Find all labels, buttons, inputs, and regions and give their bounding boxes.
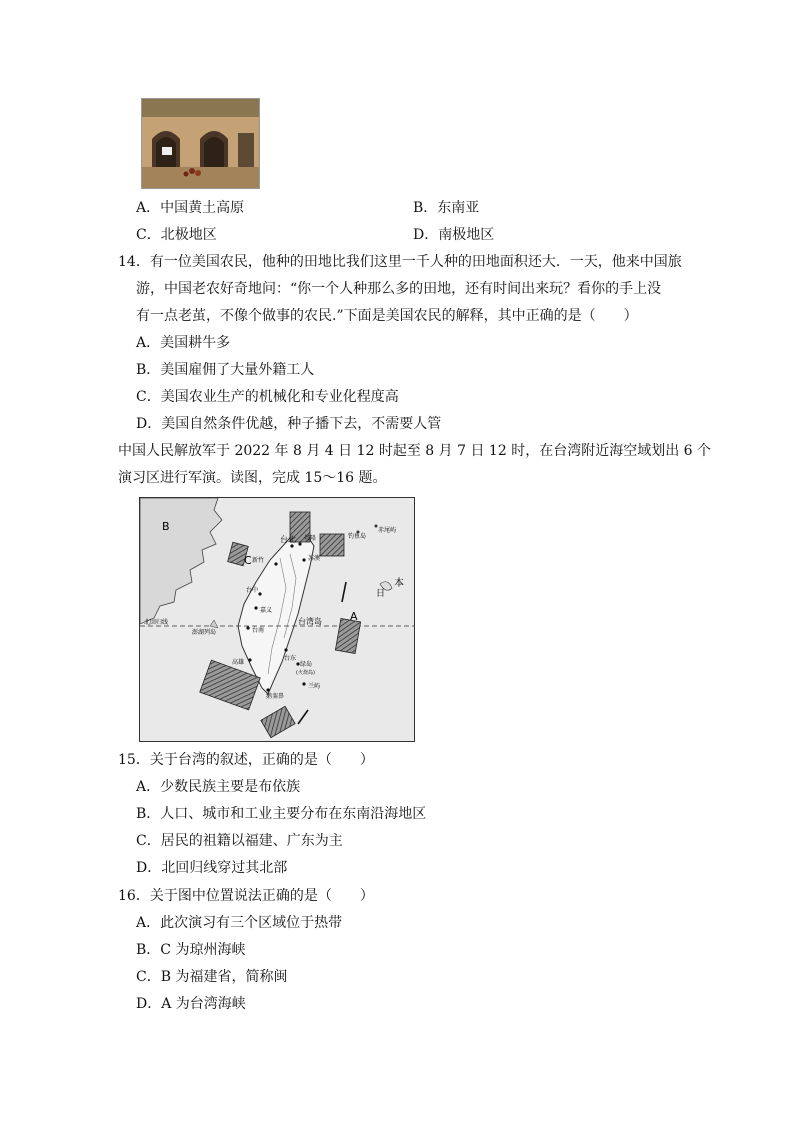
svg-text:基隆: 基隆 bbox=[304, 535, 317, 542]
q14-stem-line-2: 游，中国老农好奇地问：“你一个人种那么多的田地，还有时间出来玩？看你的手上没 bbox=[136, 281, 662, 297]
q15-option-c[interactable]: C．居民的祖籍以福建、广东为主 bbox=[136, 833, 343, 849]
q13-option-c[interactable]: C．北极地区 bbox=[136, 227, 217, 243]
exercise-zone-northeast bbox=[320, 534, 344, 556]
q16-stem: 16．关于图中位置说法正确的是（ ） bbox=[118, 888, 374, 904]
q14-option-a[interactable]: A．美国耕牛多 bbox=[136, 335, 231, 351]
q14-stem-line-3: 有一点老茧，不像个做事的农民.”下面是美国农民的解释，其中正确的是（ ） bbox=[136, 308, 638, 324]
q16-option-b[interactable]: B．C 为琼州海峡 bbox=[136, 942, 246, 958]
svg-text:新竹: 新竹 bbox=[252, 557, 265, 564]
svg-text:北回归线: 北回归线 bbox=[144, 619, 169, 626]
map-label-a: A bbox=[350, 610, 358, 623]
svg-text:日: 日 bbox=[376, 589, 386, 599]
q13-option-d[interactable]: D．南极地区 bbox=[413, 227, 495, 243]
q14-option-d[interactable]: D．美国自然条件优越，种子播下去，不需要人管 bbox=[136, 416, 442, 432]
q14-option-b[interactable]: B．美国雇佣了大量外籍工人 bbox=[136, 362, 315, 378]
map-label-c: C bbox=[244, 554, 252, 567]
q15-stem: 15．关于台湾的叙述，正确的是（ ） bbox=[118, 752, 374, 768]
intro-line-1: 中国人民解放军于 2022 年 8 月 4 日 12 时起至 8 月 7 日 12 时，在台湾附近海空域划出 6 个 bbox=[118, 443, 711, 459]
cave-dwelling-illustration bbox=[142, 99, 259, 188]
q15-option-b[interactable]: B．人口、城市和工业主要分布在东南沿海地区 bbox=[136, 806, 427, 822]
q16-option-c[interactable]: C．B 为福建省，简称闽 bbox=[136, 969, 288, 985]
svg-text:苏澳: 苏澳 bbox=[308, 555, 321, 562]
q14-stem-line-1: 14．有一位美国农民，他种的田地比我们这里一千人种的田地面积还大．一天，他来中国旅 bbox=[118, 254, 682, 270]
taiwan-exercise-map bbox=[139, 497, 415, 742]
svg-text:赤尾屿: 赤尾屿 bbox=[378, 527, 397, 534]
intro-line-2: 演习区进行军演。读图，完成 15～16 题。 bbox=[118, 470, 387, 486]
q15-option-d[interactable]: D．北回归线穿过其北部 bbox=[136, 860, 288, 876]
svg-text:绿岛: 绿岛 bbox=[300, 661, 313, 668]
taiwan-map-svg bbox=[140, 498, 414, 741]
q15-option-a[interactable]: A．少数民族主要是布依族 bbox=[136, 779, 301, 795]
exercise-zone-east bbox=[335, 619, 360, 654]
svg-text:台东: 台东 bbox=[284, 655, 297, 662]
map-label-b: B bbox=[162, 520, 170, 533]
q16-option-d[interactable]: D．A 为台湾海峡 bbox=[136, 996, 246, 1012]
svg-text:兰屿: 兰屿 bbox=[308, 683, 321, 690]
svg-text:(火烧岛): (火烧岛) bbox=[296, 670, 315, 676]
svg-text:本: 本 bbox=[394, 578, 404, 589]
svg-text:澎湖列岛: 澎湖列岛 bbox=[192, 629, 217, 636]
svg-text:台南: 台南 bbox=[252, 627, 265, 634]
svg-text:台湾岛: 台湾岛 bbox=[298, 617, 322, 626]
q13-option-b[interactable]: B．东南亚 bbox=[413, 200, 480, 216]
svg-text:台北: 台北 bbox=[280, 535, 296, 544]
mainland-fujian bbox=[140, 498, 222, 624]
exercise-zone-south bbox=[261, 706, 295, 737]
exercise-zone-southwest bbox=[200, 660, 260, 710]
svg-text:钓鱼岛: 钓鱼岛 bbox=[348, 533, 367, 540]
svg-text:嘉义: 嘉义 bbox=[260, 607, 273, 614]
svg-text:台中: 台中 bbox=[246, 587, 259, 594]
loess-cave-dwelling-photo bbox=[141, 98, 260, 189]
q16-option-a[interactable]: A．此次演习有三个区域位于热带 bbox=[136, 915, 343, 931]
q13-option-a[interactable]: A．中国黄土高原 bbox=[136, 200, 245, 216]
svg-text:鹅銮鼻: 鹅銮鼻 bbox=[266, 693, 285, 700]
q14-option-c[interactable]: C．美国农业生产的机械化和专业化程度高 bbox=[136, 389, 399, 405]
svg-text:高雄: 高雄 bbox=[232, 659, 245, 666]
